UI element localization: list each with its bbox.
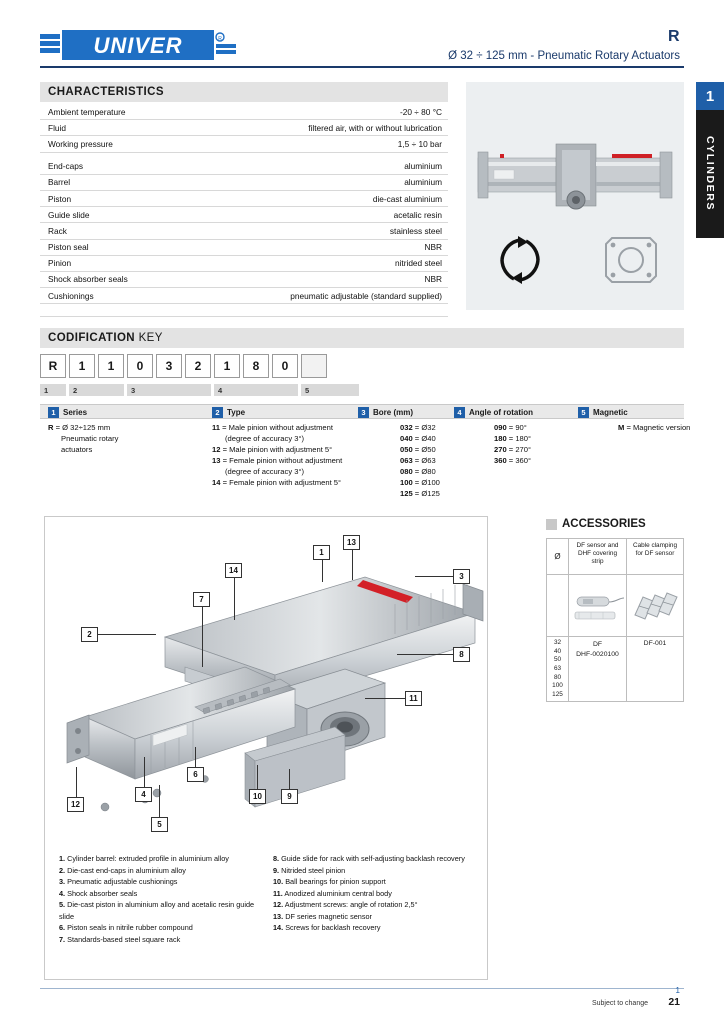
type-code: 13 [212, 456, 221, 465]
callout-9: 9 [281, 789, 298, 804]
legend-series-body [48, 422, 168, 455]
univer-logo-svg [40, 30, 236, 60]
angle-text: = 90° [506, 423, 527, 432]
bore-text: = Ø32 [412, 423, 436, 432]
legend-label: Series [63, 408, 88, 417]
table-row [40, 120, 448, 136]
item-text: Ball bearings for pinion support [285, 877, 386, 887]
leader-line [144, 757, 145, 787]
table-row-blank [40, 304, 448, 317]
angle-code: 270 [494, 445, 507, 454]
list-item [59, 934, 263, 946]
row-value: aluminium [404, 161, 442, 172]
type-code: 14 [212, 478, 221, 487]
row-key: Fluid [48, 122, 66, 133]
df-code-2: DHF-0020100 [576, 650, 619, 658]
item-text: Die-cast end-caps in aluminium alloy [67, 865, 186, 875]
list-item [273, 899, 477, 911]
row-value: 1,5 ÷ 10 bar [397, 138, 442, 149]
list-item [59, 876, 263, 888]
item-num: 13. [273, 911, 284, 921]
list-item [494, 422, 604, 433]
item-text: Nitrided steel pinion [281, 865, 346, 875]
leader-line [365, 698, 405, 699]
accessories-header [546, 516, 684, 532]
row-value: NBR [424, 274, 442, 285]
item-text: Shock absorber seals [67, 888, 138, 898]
callout-7: 7 [193, 592, 210, 607]
list-item: 32 [553, 639, 562, 646]
type-sub: (degree of accuracy 3°) [225, 434, 305, 443]
flange-icon [606, 238, 656, 282]
callout-12: 12 [67, 797, 84, 812]
df-sensor-image [569, 575, 627, 636]
cable-clamp-image [627, 575, 683, 636]
codification-title-light: KEY [135, 332, 163, 344]
list-item [400, 455, 490, 466]
svg-text:UNIVER: UNIVER [93, 33, 183, 58]
callout-4: 4 [135, 787, 152, 802]
bore-code: 080 [400, 467, 413, 476]
list-item [273, 876, 477, 888]
callout-6: 6 [187, 767, 204, 782]
group-marker: 3 [127, 384, 211, 396]
row-value: acetalic resin [393, 209, 442, 220]
accessories-images-row [547, 575, 683, 637]
rotation-arrow-icon [502, 236, 538, 284]
legend-num: 5 [578, 407, 589, 418]
item-text: Guide slide for rack with self-adjusting backlash recovery [281, 854, 465, 863]
list-item [273, 922, 477, 934]
table-row [40, 288, 448, 304]
item-num: 14. [273, 923, 284, 933]
legend-num: 4 [454, 407, 465, 418]
bore-code: 100 [400, 478, 413, 487]
row-key: Rack [48, 225, 67, 236]
list-item [59, 899, 263, 922]
list-item [400, 488, 490, 499]
row-key: Pinion [48, 258, 72, 269]
footer-rule [40, 988, 684, 989]
bore-text: = Ø125 [412, 489, 440, 498]
legend-num: 3 [358, 407, 369, 418]
row-value: nitrided steel [394, 258, 442, 269]
row-value: stainless steel [389, 225, 442, 236]
cable-clamp-svg [627, 575, 683, 637]
callout-14: 14 [225, 563, 242, 578]
df-sensor-svg [569, 575, 627, 637]
bore-text: = Ø50 [412, 445, 436, 454]
bore-code: 125 [400, 489, 413, 498]
list-item [618, 422, 698, 433]
accessories-marker-icon [546, 519, 557, 530]
footer-note: Subject to change [591, 1000, 648, 1007]
legend-magnetic-body [618, 422, 698, 433]
row-value: pneumatic adjustable (standard supplied) [290, 290, 442, 301]
code-box[interactable]: 3 [156, 354, 182, 378]
type-sub: (degree of accuracy 3°) [225, 467, 305, 476]
leader-line [322, 560, 323, 582]
legend-header-magnetic [578, 405, 628, 420]
item-num: 11. [273, 888, 283, 898]
codification-legend-header [40, 404, 684, 419]
chapter-tab-label-text: CYLINDERS [704, 136, 716, 212]
product-code: R [667, 28, 680, 45]
row-value: die-cast aluminium [372, 193, 442, 204]
list-item: 63 [553, 664, 562, 672]
item-text: Adjustment screws: angle of rotation 2,5° [284, 900, 418, 910]
item-num: 5. [59, 900, 66, 910]
item-text: DF series magnetic sensor [285, 911, 372, 921]
list-item [59, 865, 263, 877]
list-item [212, 444, 364, 455]
drawing-legend [59, 853, 477, 945]
item-text: Anodized aluminium central body [284, 888, 392, 898]
code-box[interactable]: R [40, 354, 66, 378]
callout-1: 1 [313, 545, 330, 560]
leader-line [202, 607, 203, 667]
item-num: 2. [59, 865, 66, 875]
page-header [0, 0, 724, 72]
magnetic-code: M [618, 423, 625, 432]
table-row [40, 223, 448, 239]
header-right [448, 28, 680, 62]
item-num: 3. [59, 877, 66, 887]
col-header-df-sensor: DF sensor and DHF covering strip [569, 539, 627, 574]
item-num: 7. [59, 934, 66, 944]
list-item [212, 455, 364, 466]
accessories-values-row [547, 637, 683, 701]
type-code: 11 [212, 423, 221, 432]
product-photo [466, 82, 684, 310]
col-header-diameter: Ø [547, 539, 569, 574]
table-row [40, 175, 448, 191]
list-item: 50 [553, 656, 562, 664]
series-line3: actuators [61, 445, 93, 454]
magnetic-text: = Magnetic version [624, 423, 691, 432]
characteristics-header [40, 82, 448, 102]
exploded-drawing-svg [45, 517, 487, 847]
item-text: Pneumatic adjustable cushionings [67, 877, 178, 887]
type-text: = Male pinion without adjustment [220, 423, 333, 432]
df-sensor-codes [569, 637, 627, 701]
code-box[interactable]: 1 [98, 354, 124, 378]
callout-8: 8 [453, 647, 470, 662]
leader-line [98, 634, 156, 635]
list-item [400, 422, 490, 433]
list-item [273, 853, 477, 865]
callout-10: 10 [249, 789, 266, 804]
list-item [494, 433, 604, 444]
bore-code: 040 [400, 434, 413, 443]
footer-page-block [668, 986, 680, 1008]
group-marker: 2 [69, 384, 124, 396]
list-item [494, 455, 604, 466]
item-num: 1. [59, 854, 66, 863]
codification-code-boxes [40, 354, 327, 378]
diameter-list [547, 637, 569, 701]
table-row [40, 104, 448, 120]
list-item [212, 422, 364, 433]
characteristics-title: CHARACTERISTICS [48, 86, 164, 98]
group-marker: 4 [214, 384, 298, 396]
svg-text:R: R [218, 36, 222, 42]
type-code: 12 [212, 445, 221, 454]
list-item: 125 [552, 690, 563, 698]
callout-11: 11 [405, 691, 422, 706]
exploded-drawing-box [44, 516, 488, 980]
product-photo-svg [466, 82, 684, 310]
chapter-tab-number: 1 [696, 82, 724, 110]
row-key: Guide slide [48, 209, 90, 220]
leader-line [415, 576, 453, 577]
table-row [40, 207, 448, 223]
accessories-table [546, 538, 684, 702]
list-item [59, 853, 263, 865]
legend-type-body [212, 422, 364, 488]
list-item: 100 [552, 682, 563, 690]
table-row [40, 272, 448, 288]
series-line2: Pneumatic rotary [61, 434, 119, 443]
bore-text: = Ø100 [412, 478, 440, 487]
item-num: 6. [59, 923, 66, 933]
table-row [40, 240, 448, 256]
list-item [400, 433, 490, 444]
row-value: -20 ÷ 80 °C [400, 106, 442, 117]
legend-header-series [48, 405, 87, 420]
list-item [273, 888, 477, 900]
header-rule [40, 66, 684, 68]
callout-3: 3 [453, 569, 470, 584]
drawing-legend-right [273, 853, 477, 945]
legend-angle-body [494, 422, 604, 466]
leader-line [195, 747, 196, 767]
legend-label: Angle of rotation [469, 408, 533, 417]
row-value: aluminium [404, 177, 442, 188]
leader-line [159, 785, 160, 817]
list-item [273, 865, 477, 877]
item-text: Standards-based steel square rack [67, 934, 181, 944]
callout-5: 5 [151, 817, 168, 832]
group-marker: 5 [301, 384, 359, 396]
row-key: Piston seal [48, 242, 89, 253]
list-item: 40 [553, 647, 562, 655]
series-line1 [48, 422, 168, 433]
legend-num: 1 [48, 407, 59, 418]
list-item [59, 888, 263, 900]
leader-line [397, 654, 453, 655]
angle-text: = 360° [506, 456, 532, 465]
item-text: Piston seals in nitrile rubber compound [67, 923, 193, 933]
list-item: 80 [553, 673, 562, 681]
codification-title [48, 332, 163, 344]
callout-2: 2 [81, 627, 98, 642]
leader-line [289, 769, 290, 789]
accessories-table-header [547, 539, 683, 575]
bore-code: 063 [400, 456, 413, 465]
bore-code: 032 [400, 423, 413, 432]
bore-text: = Ø63 [412, 456, 436, 465]
series-desc: = Ø 32÷125 mm [53, 423, 111, 432]
code-box[interactable]: 1 [214, 354, 240, 378]
row-value: NBR [424, 242, 442, 253]
col-header-cable-clamping: Cable clamping for DF sensor [632, 542, 678, 557]
accessories-title: ACCESSORIES [562, 518, 646, 530]
row-key: Barrel [48, 177, 71, 188]
code-box[interactable]: 0 [272, 354, 298, 378]
row-key: End-caps [48, 161, 84, 172]
legend-label: Bore (mm) [373, 408, 414, 417]
legend-header-bore [358, 405, 413, 420]
item-num: 4. [59, 888, 66, 898]
leader-line [257, 765, 258, 789]
row-value: filtered air, with or without lubrication [308, 122, 442, 133]
angle-code: 360 [494, 456, 507, 465]
df-code-1: DF [592, 641, 603, 648]
callout-13: 13 [343, 535, 360, 550]
code-box[interactable] [301, 354, 327, 378]
list-item [494, 444, 604, 455]
list-item [59, 922, 263, 934]
legend-num: 2 [212, 407, 223, 418]
univer-logo [40, 30, 236, 60]
item-num: 10. [273, 877, 284, 887]
list-item [212, 477, 364, 488]
row-key: Shock absorber seals [48, 274, 128, 285]
group-marker: 1 [40, 384, 66, 396]
type-text: = Male pinion with adjustment 5° [220, 445, 333, 454]
list-item [400, 444, 490, 455]
table-row [40, 159, 448, 175]
row-key: Cushionings [48, 290, 94, 301]
bore-code: 050 [400, 445, 413, 454]
angle-text: = 270° [506, 445, 532, 454]
row-key: Ambient temperature [48, 106, 126, 117]
legend-bore-body [400, 422, 490, 499]
codification-group-bar [40, 384, 360, 396]
item-num: 12. [273, 900, 284, 910]
code-box[interactable]: 0 [127, 354, 153, 378]
chapter-tab-label [696, 110, 724, 238]
angle-text: = 180° [506, 434, 532, 443]
leader-line [76, 767, 77, 797]
item-text: Cylinder barrel: extruded profile in aluminium alloy [67, 854, 229, 863]
item-num: 9. [273, 865, 280, 875]
list-item [400, 477, 490, 488]
footer-page-number: 21 [668, 996, 680, 1008]
item-num: 8. [273, 854, 280, 863]
legend-header-type [212, 405, 245, 420]
series-code: R [48, 423, 54, 432]
drawing-legend-left [59, 853, 263, 945]
footer-chapter: 1 [675, 986, 680, 995]
code-box[interactable]: 1 [69, 354, 95, 378]
cable-clamp-code: DF-001 [643, 640, 667, 647]
legend-label: Type [227, 408, 246, 417]
bore-text: = Ø40 [412, 434, 436, 443]
codification-title-bold: CODIFICATION [48, 332, 135, 344]
characteristics-table [40, 104, 448, 343]
table-row [40, 136, 448, 152]
empty-cell [547, 575, 569, 636]
table-row [40, 191, 448, 207]
angle-code: 180 [494, 434, 507, 443]
type-text: = Female pinion without adjustment [220, 456, 343, 465]
type-text: = Female pinion with adjustment 5° [220, 478, 342, 487]
row-key: Piston [48, 193, 72, 204]
angle-code: 090 [494, 423, 507, 432]
exploded-drawing-image [45, 517, 487, 847]
list-item [400, 466, 490, 477]
item-text: Die-cast piston in aluminium alloy and acetalic resin guide slide [59, 900, 255, 921]
code-box[interactable]: 2 [185, 354, 211, 378]
list-item [273, 911, 477, 923]
item-text: Screws for backlash recovery [285, 923, 381, 933]
bore-text: = Ø80 [412, 467, 436, 476]
leader-line [352, 550, 353, 580]
leader-line [234, 578, 235, 620]
row-key: Working pressure [48, 138, 113, 149]
legend-label: Magnetic [593, 408, 628, 417]
table-row [40, 256, 448, 272]
product-subtitle: Ø 32 ÷ 125 mm - Pneumatic Rotary Actuators [448, 50, 680, 62]
code-box[interactable]: 8 [243, 354, 269, 378]
legend-header-angle [454, 405, 533, 420]
codification-header [40, 328, 684, 348]
